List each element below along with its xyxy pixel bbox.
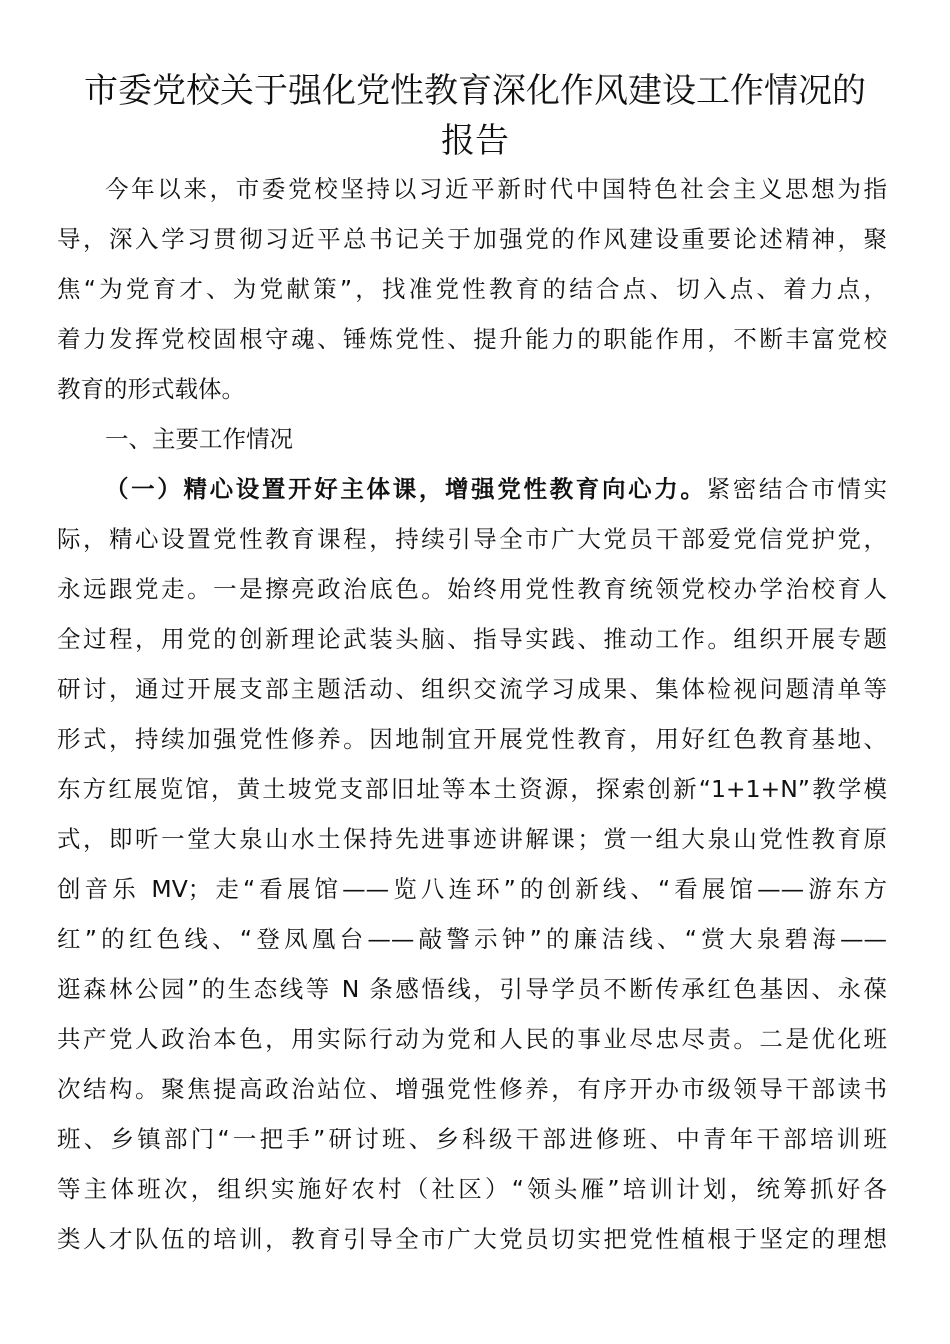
body-line: 永远跟党走。一是擦亮政治底色。始终用党性教育统领党校办学治校育人 [57, 575, 887, 603]
body-line: 东方红展览馆，黄土坡党支部旧址等本土资源，探索创新“1+1+N”教学模 [57, 775, 887, 803]
intro-line: 焦“为党育才、为党献策”，找准党性教育的结合点、切入点、着力点， [57, 275, 887, 303]
section-heading: 一、主要工作情况 [105, 425, 293, 453]
body-line: 班、乡镇部门“一把手”研讨班、乡科级干部进修班、中青年干部培训班 [57, 1125, 887, 1153]
subsection-heading: （一）精心设置开好主体课，增强党性教育向心力。 [105, 475, 707, 503]
document-body [57, 164, 887, 1264]
title-line-2: 报告 [441, 121, 509, 161]
body-line: 际，精心设置党性教育课程，持续引导全市广大党员干部爱党信党护党， [57, 525, 887, 553]
body-line: 创音乐 MV；走“看展馆——览八连环”的创新线、“看展馆——游东方 [57, 875, 887, 903]
body-line: 研讨，通过开展支部主题活动、组织交流学习成果、集体检视问题清单等 [57, 675, 887, 703]
subsection-first-line [57, 464, 887, 514]
body-line: 式，即听一堂大泉山水土保持先进事迹讲解课；赏一组大泉山党性教育原 [57, 825, 887, 853]
intro-line: 今年以来，市委党校坚持以习近平新时代中国特色社会主义思想为指 [105, 175, 887, 203]
intro-line: 导，深入学习贯彻习近平总书记关于加强党的作风建设重要论述精神，聚 [57, 225, 887, 253]
intro-line: 着力发挥党校固根守魂、锤炼党性、提升能力的职能作用，不断丰富党校 [57, 325, 887, 353]
intro-line: 教育的形式载体。 [57, 375, 245, 403]
subsection-first-line-rest: 紧密结合市情实 [706, 475, 888, 503]
body-line: 红”的红色线、“登凤凰台——敲警示钟”的廉洁线、“赏大泉碧海—— [57, 925, 887, 953]
body-line: 形式，持续加强党性修养。因地制宜开展党性教育，用好红色教育基地、 [57, 725, 887, 753]
title-line-1: 市委党校关于强化党性教育深化作风建设工作情况的 [84, 71, 866, 111]
document-title [40, 66, 910, 166]
body-line: 次结构。聚焦提高政治站位、增强党性修养，有序开办市级领导干部读书 [57, 1075, 887, 1103]
body-line: 共产党人政治本色，用实际行动为党和人民的事业尽忠尽责。二是优化班 [57, 1025, 887, 1053]
body-line: 等主体班次，组织实施好农村（社区）“领头雁”培训计划，统筹抓好各 [57, 1175, 887, 1203]
body-line: 全过程，用党的创新理论武装头脑、指导实践、推动工作。组织开展专题 [57, 625, 887, 653]
body-line: 类人才队伍的培训，教育引导全市广大党员切实把党性植根于坚定的理想 [57, 1225, 887, 1253]
body-line: 逛森林公园”的生态线等 N 条感悟线，引导学员不断传承红色基因、永葆 [57, 975, 887, 1003]
